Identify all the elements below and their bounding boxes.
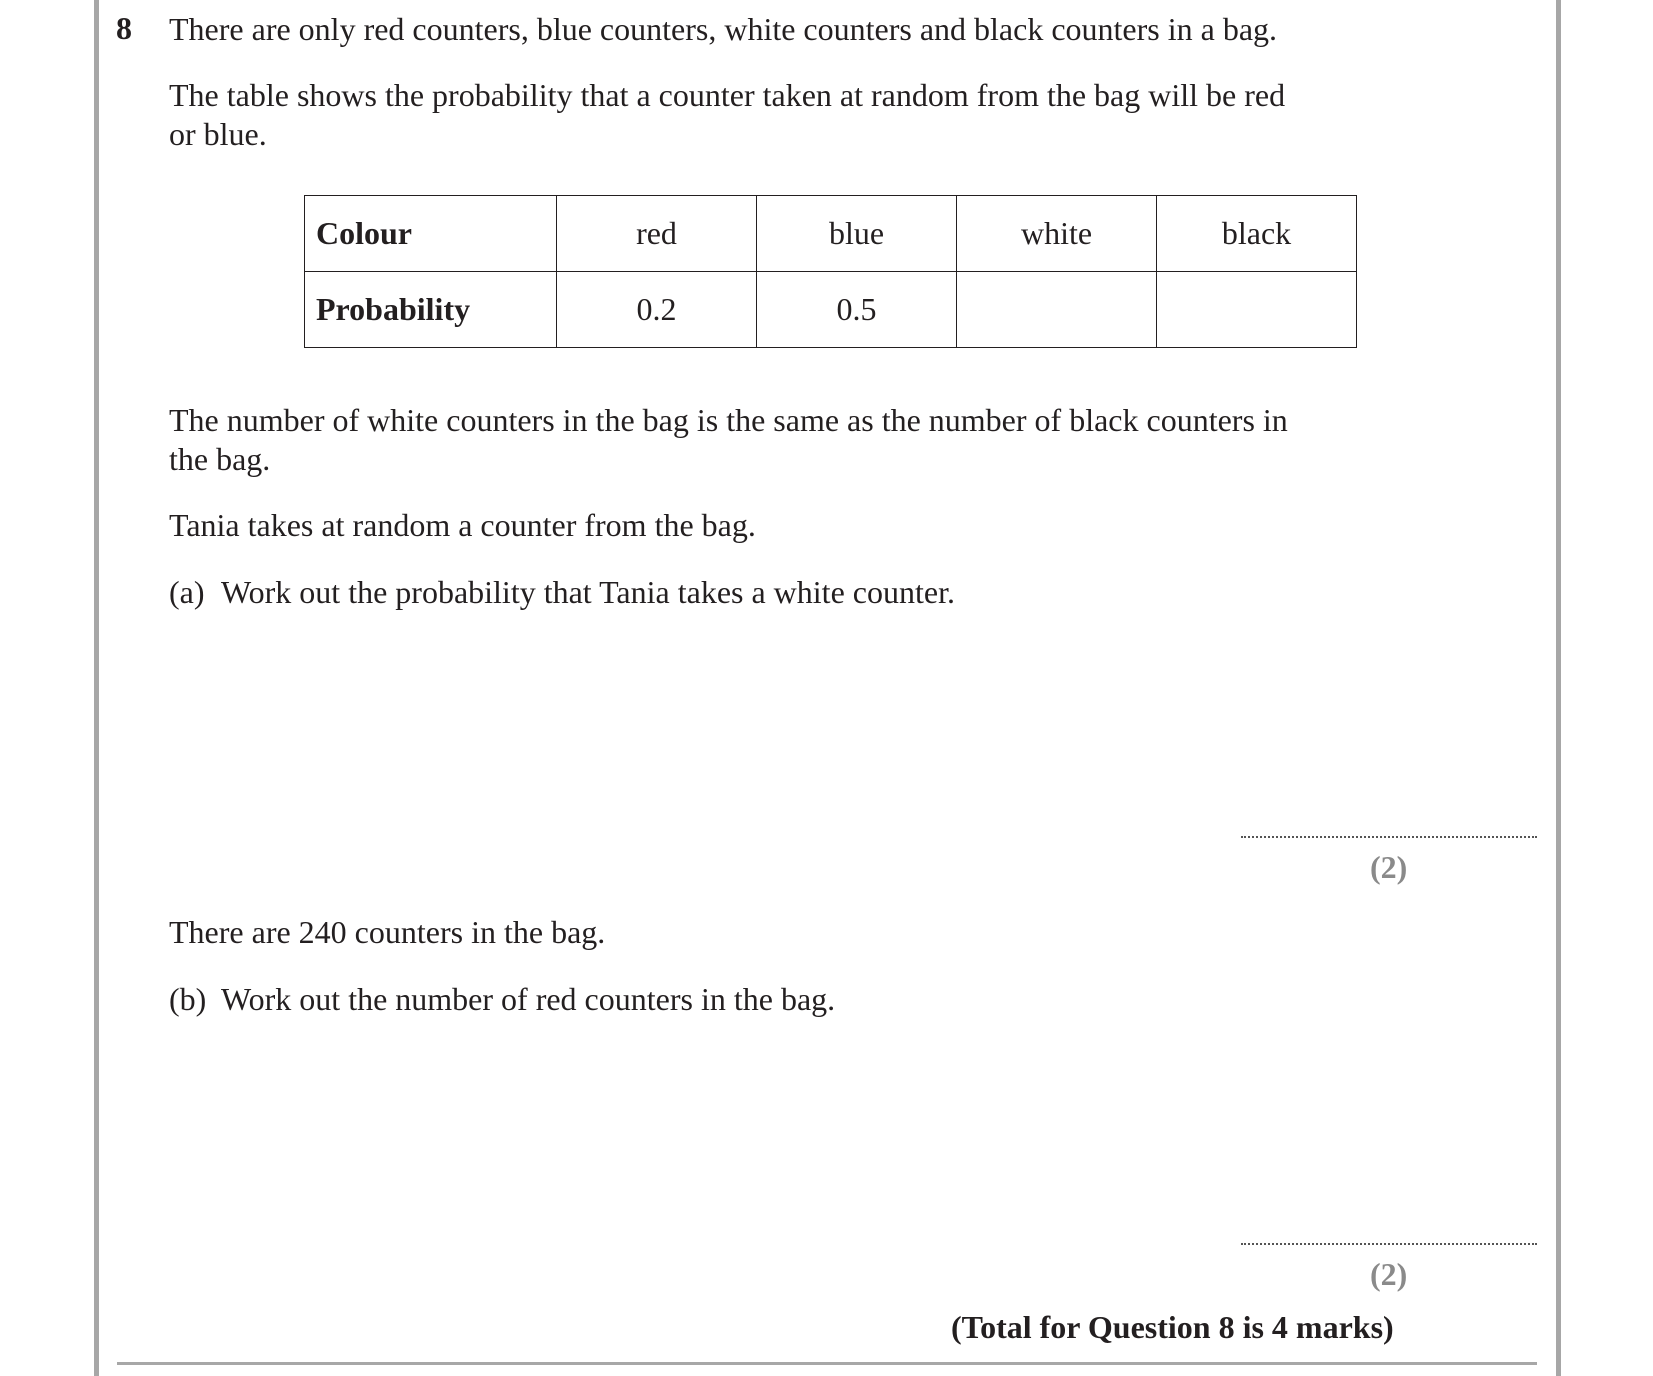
- colour-white: white: [957, 196, 1157, 272]
- page-border-left: [94, 0, 99, 1376]
- probability-blue: 0.5: [757, 272, 957, 348]
- part-b-answer-line[interactable]: [1241, 1243, 1537, 1245]
- part-b-marks: (2): [1370, 1256, 1408, 1292]
- bottom-rule: [117, 1362, 1537, 1365]
- part-a-marks: (2): [1370, 849, 1408, 885]
- part-a-label: (a): [169, 574, 205, 610]
- probability-red: 0.2: [557, 272, 757, 348]
- colour-black: black: [1157, 196, 1357, 272]
- probability-table: [304, 195, 1357, 348]
- colour-blue: blue: [757, 196, 957, 272]
- page-border-right: [1556, 0, 1561, 1376]
- probability-black-cell[interactable]: [1157, 272, 1357, 348]
- counters-total: There are 240 counters in the bag.: [169, 914, 606, 950]
- question-number: 8: [116, 10, 132, 46]
- table-intro-line-1: The table shows the probability that a counter taken at random from the bag will be red: [169, 77, 1286, 113]
- same-number-line-1: The number of white counters in the bag is the same as the number of black counters in: [169, 402, 1288, 438]
- part-a-text: Work out the probability that Tania takes a white counter.: [221, 574, 955, 610]
- part-b-text: Work out the number of red counters in the bag.: [221, 981, 836, 1017]
- part-a-answer-line[interactable]: [1241, 836, 1537, 838]
- question-intro: There are only red counters, blue counters, white counters and black counters in a bag.: [169, 11, 1278, 47]
- table-intro-line-2: or blue.: [169, 116, 267, 152]
- same-number-line-2: the bag.: [169, 441, 271, 477]
- probability-white-cell[interactable]: [957, 272, 1157, 348]
- colour-header: Colour: [305, 196, 557, 272]
- question-total: (Total for Question 8 is 4 marks): [951, 1309, 1394, 1345]
- part-b-label: (b): [169, 981, 207, 1017]
- probability-row: [305, 272, 1357, 348]
- colour-row: [305, 196, 1357, 272]
- probability-header: Probability: [305, 272, 557, 348]
- tania-statement: Tania takes at random a counter from the bag.: [169, 507, 756, 543]
- colour-red: red: [557, 196, 757, 272]
